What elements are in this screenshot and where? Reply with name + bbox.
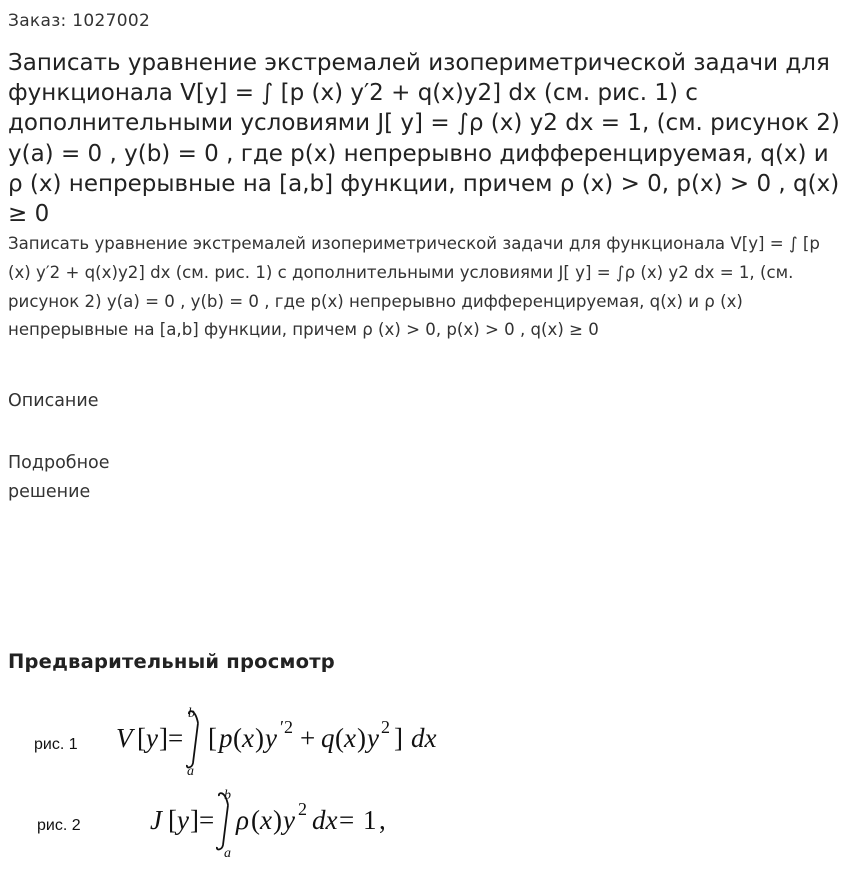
svg-text:): ) [273,805,282,835]
svg-text:x: x [260,805,272,835]
svg-text:]: ] [190,805,199,835]
formula-figure-2 [144,782,404,862]
upper-limit: b [188,706,195,721]
svg-text:]: ] [159,723,168,753]
svg-text:(: ( [233,723,242,753]
svg-text:dx: dx [411,723,437,753]
svg-text:]: ] [394,723,403,753]
svg-text:dx: dx [312,805,338,835]
formula-value: 1 [363,805,377,835]
svg-text:y: y [146,723,158,753]
preview-heading: Предварительный просмотр [8,650,335,673]
figure-1-label: рис. 1 [34,736,78,753]
svg-text:): ) [357,723,366,753]
svg-text:J: J [150,805,162,835]
svg-text:y: y [283,805,295,835]
svg-text:[: [ [137,723,146,753]
svg-text:(: ( [335,723,344,753]
svg-text:2: 2 [381,717,390,737]
svg-text:+: + [300,723,316,753]
task-description: Записать уравнение экстремалей изопериметрической задачи для функционала V[y] = ∫ [p (x) y′2 + q(x)y2] dx (см. рис. 1) с дополнительными условиями J[ y] = ∫ρ (x) y2 dx = 1, (см. рисунок 2) y(a) = 0 , y(b) = 0 , где p(x) непрерывно дифференцируемая, q(x) и ρ (x) непрерывные на [a,b] функции, причем ρ (x) > 0, p(x) > 0 , q(x) ≥ 0 [8,234,820,340]
svg-text:q: q [321,723,335,753]
order-number: Заказ: 1027002 [8,11,151,31]
svg-text:=: = [168,723,184,753]
task-title: Записать уравнение экстремалей изопериметрической задачи для функционала V[y] = ∫ [p (x) y′2 + q(x)y2] dx (см. рис. 1) с дополнительными условиями J[ y] = ∫ρ (x) y2 dx = 1, (см. рисунок 2) y(a) = 0 , y(b) = 0 , где p(x) непрерывно дифференцируемая, q(x) и ρ (x) непрерывные на [a,b] функции, причем ρ (x) > 0, p(x) > 0 , q(x) ≥ 0 [8,50,840,228]
svg-text:=: = [199,805,215,835]
figure-2-label: рис. 2 [37,817,81,834]
svg-text:x: x [242,723,254,753]
description-label: Описание [8,391,99,411]
upper-limit: b [224,788,231,803]
svg-text:[: [ [208,723,217,753]
formula-figure-1 [108,700,448,780]
svg-text:′2: ′2 [280,717,293,737]
detailed-solution-label: Подробное решение [8,453,110,502]
svg-text:y: y [265,723,277,753]
svg-text:y: y [367,723,379,753]
svg-text:p: p [219,723,233,753]
svg-text:y: y [177,805,189,835]
svg-text:x: x [344,723,356,753]
svg-text:ρ: ρ [236,805,249,835]
svg-text:): ) [255,723,264,753]
svg-text:2: 2 [298,799,307,819]
lower-limit: a [187,764,194,779]
svg-text:[: [ [168,805,177,835]
lower-limit: a [224,846,231,861]
svg-text:,: , [379,805,386,835]
svg-text:=: = [339,805,355,835]
svg-text:(: ( [251,805,260,835]
svg-text:V: V [116,723,133,753]
